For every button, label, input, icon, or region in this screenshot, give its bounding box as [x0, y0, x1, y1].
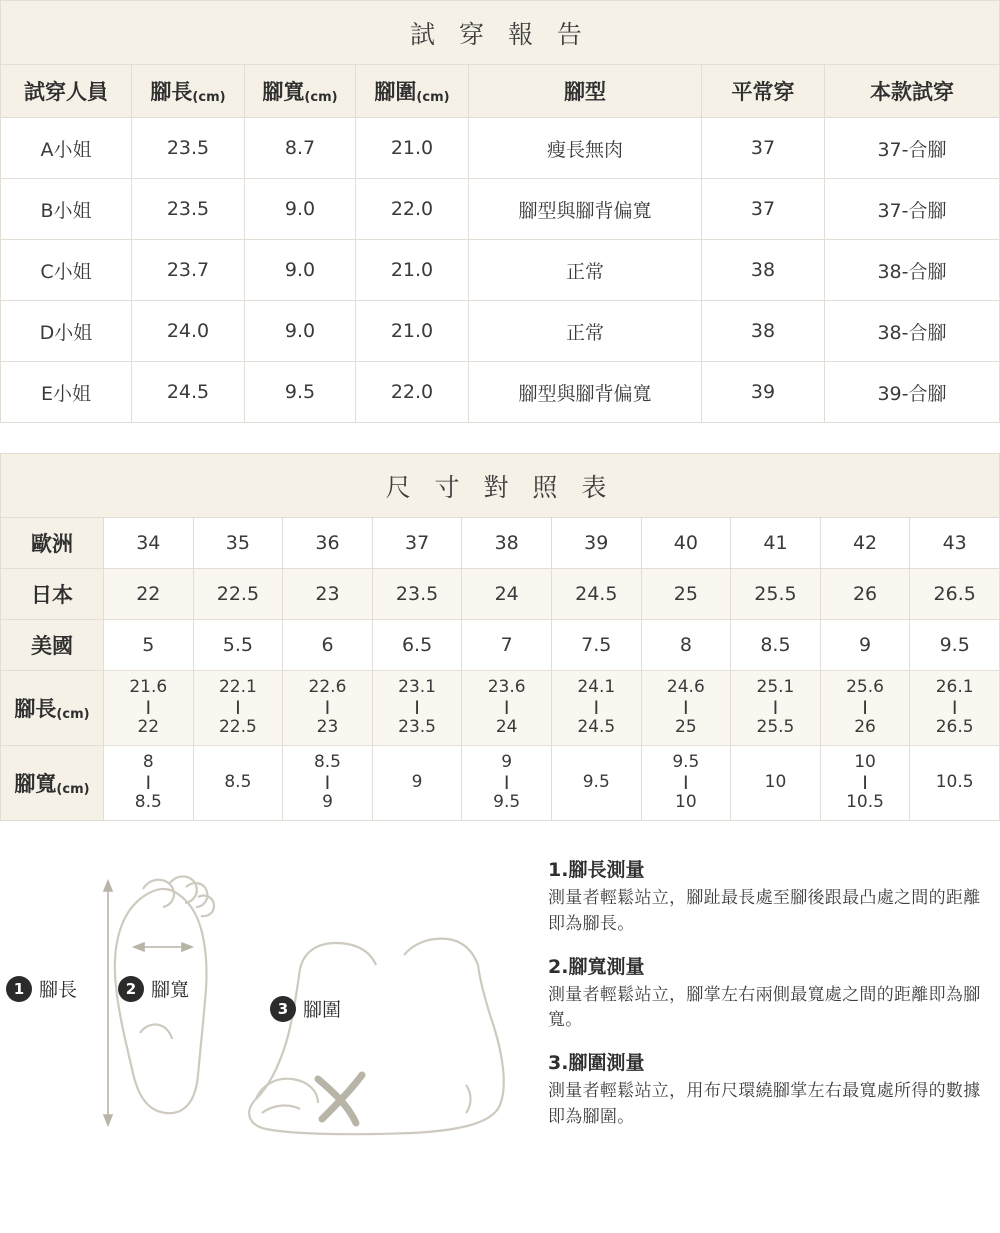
size-row-usa	[1, 620, 1000, 671]
cell-foot-width: 9.5	[245, 362, 356, 423]
cell-size: 6	[283, 620, 373, 671]
col-header-usual-size: 平常穿	[702, 65, 825, 118]
cell-size: 25.5	[731, 569, 821, 620]
label-foot-girth	[270, 995, 341, 1022]
cell-size: 36	[283, 518, 373, 569]
col-header-this-style: 本款試穿	[825, 65, 1000, 118]
cell-foot-girth: 21.0	[356, 240, 469, 301]
cell-this-style: 38-合腳	[825, 301, 1000, 362]
note-heading-girth: 3.腳圍測量	[548, 1052, 645, 1075]
cell-size: 35	[193, 518, 283, 569]
col-header-person: 試穿人員	[1, 65, 132, 118]
size-row-foot-length	[1, 671, 1000, 746]
cell-foot-length: 24.5	[132, 362, 245, 423]
cell-size: 25	[641, 569, 731, 620]
cell-range: 24.6 I 25	[641, 671, 731, 746]
cell-size: 23	[283, 569, 373, 620]
cell-range: 25.1 I 25.5	[731, 671, 821, 746]
cell-range: 23.1 I 23.5	[372, 671, 462, 746]
cell-range: 10.5	[910, 746, 1000, 821]
cell-range: 8 I 8.5	[104, 746, 194, 821]
cell-size: 34	[104, 518, 194, 569]
cell-size: 6.5	[372, 620, 462, 671]
cell-foot-length: 24.0	[132, 301, 245, 362]
row-header-foot-length: 腳長(cm)	[1, 671, 104, 746]
note-body-width: 測量者輕鬆站立，腳掌左右兩側最寬處之間的距離即為腳寬。	[548, 984, 981, 1031]
cell-range: 8.5 I 9	[283, 746, 373, 821]
cell-size: 41	[731, 518, 821, 569]
cell-person: E小姐	[1, 362, 132, 423]
table-row	[1, 240, 1000, 301]
cell-size: 43	[910, 518, 1000, 569]
cell-this-style: 39-合腳	[825, 362, 1000, 423]
row-header-japan: 日本	[1, 569, 104, 620]
cell-foot-length: 23.5	[132, 118, 245, 179]
note-heading-width: 2.腳寬測量	[548, 955, 645, 978]
cell-range: 24.1 I 24.5	[551, 671, 641, 746]
cell-size: 24.5	[551, 569, 641, 620]
badge-3: 3	[270, 996, 296, 1022]
badge-1: 1	[6, 976, 32, 1002]
cell-size: 8	[641, 620, 731, 671]
col-header-foot-type: 腳型	[469, 65, 702, 118]
cell-range: 25.6 I 26	[820, 671, 910, 746]
cell-foot-girth: 21.0	[356, 118, 469, 179]
cell-range: 10 I 10.5	[820, 746, 910, 821]
cell-size: 26.5	[910, 569, 1000, 620]
cell-range: 26.1 I 26.5	[910, 671, 1000, 746]
note-body-length: 測量者輕鬆站立，腳趾最長處至腳後跟最凸處之間的距離即為腳長。	[548, 888, 981, 934]
cell-size: 24	[462, 569, 552, 620]
cell-range: 9 I 9.5	[462, 746, 552, 821]
cell-range: 22.6 I 23	[283, 671, 373, 746]
label-foot-width-text: 腳寬	[151, 979, 190, 1001]
cell-size: 7.5	[551, 620, 641, 671]
cell-range: 10	[731, 746, 821, 821]
trial-report-title: 試 穿 報 告	[0, 0, 1000, 64]
cell-person: C小姐	[1, 240, 132, 301]
cell-foot-length: 23.5	[132, 179, 245, 240]
cell-size: 26	[820, 569, 910, 620]
note-body-girth: 測量者輕鬆站立，用布尺環繞腳掌左右最寬處所得的數據即為腳圍。	[548, 1081, 981, 1128]
table-header-row	[1, 65, 1000, 118]
cell-size: 8.5	[731, 620, 821, 671]
cell-person: D小姐	[1, 301, 132, 362]
foot-measurement-illustration	[0, 847, 540, 1167]
cell-foot-type: 腳型與腳背偏寬	[469, 179, 702, 240]
col-header-foot-length: 腳長(cm)	[132, 65, 245, 118]
cell-this-style: 37-合腳	[825, 118, 1000, 179]
size-row-japan	[1, 569, 1000, 620]
cell-this-style: 37-合腳	[825, 179, 1000, 240]
cell-foot-width: 9.0	[245, 301, 356, 362]
cell-foot-type: 瘦長無肉	[469, 118, 702, 179]
cell-person: A小姐	[1, 118, 132, 179]
cell-size: 37	[372, 518, 462, 569]
row-header-foot-width: 腳寬(cm)	[1, 746, 104, 821]
trial-report-table	[0, 64, 1000, 423]
cell-foot-width: 8.7	[245, 118, 356, 179]
row-header-europe: 歐洲	[1, 518, 104, 569]
cell-size: 42	[820, 518, 910, 569]
measurement-notes	[540, 847, 1000, 1167]
cell-range: 9	[372, 746, 462, 821]
cell-foot-type: 正常	[469, 240, 702, 301]
cell-foot-girth: 22.0	[356, 362, 469, 423]
cell-size: 9	[820, 620, 910, 671]
label-foot-length	[6, 975, 77, 1002]
measurement-guide	[0, 847, 1000, 1167]
cell-size: 23.5	[372, 569, 462, 620]
col-header-foot-width: 腳寬(cm)	[245, 65, 356, 118]
cell-range: 21.6 I 22	[104, 671, 194, 746]
cell-usual-size: 37	[702, 118, 825, 179]
cell-foot-type: 腳型與腳背偏寬	[469, 362, 702, 423]
cell-size: 7	[462, 620, 552, 671]
note-heading-length: 1.腳長測量	[548, 859, 645, 881]
cell-range: 8.5	[193, 746, 283, 821]
cell-range: 22.1 I 22.5	[193, 671, 283, 746]
label-foot-length-text: 腳長	[39, 979, 78, 1001]
label-foot-width	[118, 975, 189, 1002]
size-row-europe	[1, 518, 1000, 569]
cell-size: 38	[462, 518, 552, 569]
cell-size: 5	[104, 620, 194, 671]
size-row-foot-width	[1, 746, 1000, 821]
cell-person: B小姐	[1, 179, 132, 240]
section-divider	[0, 423, 1000, 453]
cell-size: 22.5	[193, 569, 283, 620]
table-row	[1, 118, 1000, 179]
cell-size: 39	[551, 518, 641, 569]
table-row	[1, 179, 1000, 240]
cell-foot-length: 23.7	[132, 240, 245, 301]
cell-foot-girth: 22.0	[356, 179, 469, 240]
size-chart-title: 尺 寸 對 照 表	[0, 453, 1000, 517]
cell-range: 9.5 I 10	[641, 746, 731, 821]
cell-foot-width: 9.0	[245, 240, 356, 301]
cell-usual-size: 37	[702, 179, 825, 240]
label-foot-girth-text: 腳圍	[303, 999, 342, 1021]
cell-this-style: 38-合腳	[825, 240, 1000, 301]
cell-foot-girth: 21.0	[356, 301, 469, 362]
cell-foot-width: 9.0	[245, 179, 356, 240]
cell-usual-size: 38	[702, 301, 825, 362]
col-header-foot-girth: 腳圍(cm)	[356, 65, 469, 118]
size-chart-table	[0, 517, 1000, 821]
row-header-usa: 美國	[1, 620, 104, 671]
cell-size: 9.5	[910, 620, 1000, 671]
cell-range: 23.6 I 24	[462, 671, 552, 746]
table-row	[1, 301, 1000, 362]
cell-range: 9.5	[551, 746, 641, 821]
cell-foot-type: 正常	[469, 301, 702, 362]
cell-usual-size: 39	[702, 362, 825, 423]
cell-size: 40	[641, 518, 731, 569]
badge-2: 2	[118, 976, 144, 1002]
table-row	[1, 362, 1000, 423]
cell-size: 22	[104, 569, 194, 620]
cell-size: 5.5	[193, 620, 283, 671]
cell-usual-size: 38	[702, 240, 825, 301]
